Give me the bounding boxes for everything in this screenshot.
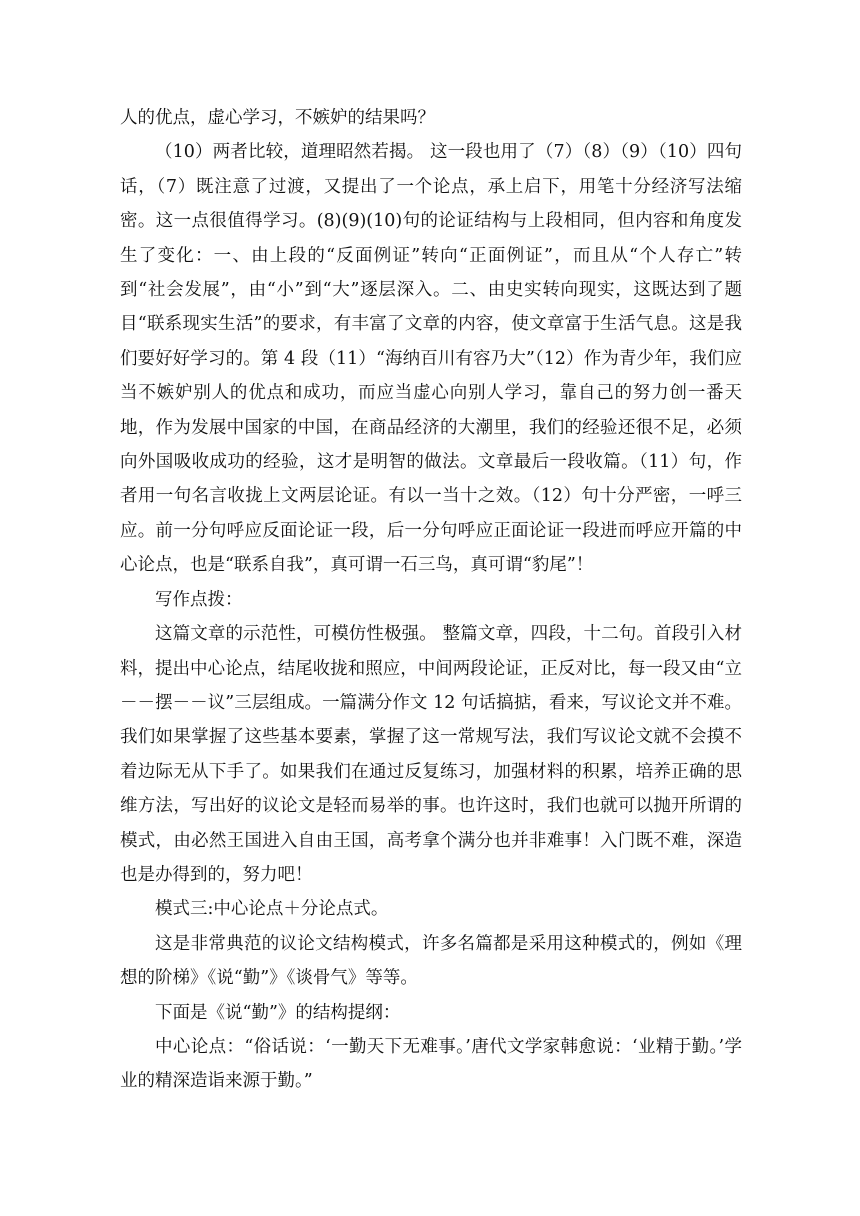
paragraph-central-argument: 中心论点：“俗话说：‘一勤天下无难事。’唐代文学家韩愈说：‘业精于勤。’学业的精深造诣来源于勤。” [120,1036,742,1092]
paragraph-analysis: （10）两者比较，道理昭然若揭。 这一段也用了（7）（8）（9）（10）四句话，（7）既注意了过渡，又提出了一个论点，承上启下，用笔十分经济写法缩密。这一点很值得学习。(8)(9)(10)句的论证结构与上段相同，但内容和角度发生了变化：一、由上段的“反面例证”转向“正面例证”，而且从“个人存亡”转到“社会发展”，由“小”到“大”逐层深入。二、由史实转向现实，这既达到了题目“联系现实生活”的要求，有丰富了文章的内容，使文章富于生活气息。这是我们要好好学习的。第 4 段（11）“海纳百川有容乃大”（12）作为青少年，我们应当不嫉妒别人的优点和成功，而应当虚心向别人学习，靠自己的努力创一番天地，作为发展中国家的中国，在商品经济的大潮里，我们的经验还很不足，必须向外国吸收成功的经验，这才是明智的做法。文章最后一段收篇。（11）句，作者用一句名言收拢上文两层论证。有以一当十之效。（12）句十分严密，一呼三应。前一分句呼应反面论证一段，后一分句呼应正面论证一段进而呼应开篇的中心论点，也是“联系自我”，真可谓一石三鸟，真可谓“豹尾”！ [120,142,742,576]
document-body [120,101,742,1099]
paragraph-continuation: 人的优点，虚心学习，不嫉妒的结果吗？ [120,108,435,128]
paragraph-writing-tips: 这篇文章的示范性，可模仿性极强。 整篇文章，四段，十二句。首段引入材料，提出中心论点，结尾收拢和照应，中间两段论证，正反对比，每一段又由“立－－摆－－议”三层组成。一篇满分作文 12 句话搞掂，看来，写议论文并不难。我们如果掌握了这些基本要素，掌握了这一常规写法，我们写议论文就不会摸不着边际无从下手了。如果我们在通过反复练习，加强材料的积累，培养正确的思维方法，写出好的议论文是轻而易举的事。也许这时，我们也就可以抛开所谓的模式，由必然王国进入自由王国，高考拿个满分也并非难事！入门既不难，深造也是办得到的，努力吧！ [120,624,742,885]
paragraph-outline-intro: 下面是《说“勤”》的结构提纲： [155,1002,401,1023]
paragraph-mode-three-heading: 模式三:中心论点＋分论点式。 [155,899,389,920]
paragraph-writing-tips-heading: 写作点拨： [155,589,243,610]
paragraph-mode-three-description: 这是非常典范的议论文结构模式，许多名篇都是采用这种模式的，例如《理想的阶梯》《说“勤”》《谈骨气》等等。 [120,933,742,989]
